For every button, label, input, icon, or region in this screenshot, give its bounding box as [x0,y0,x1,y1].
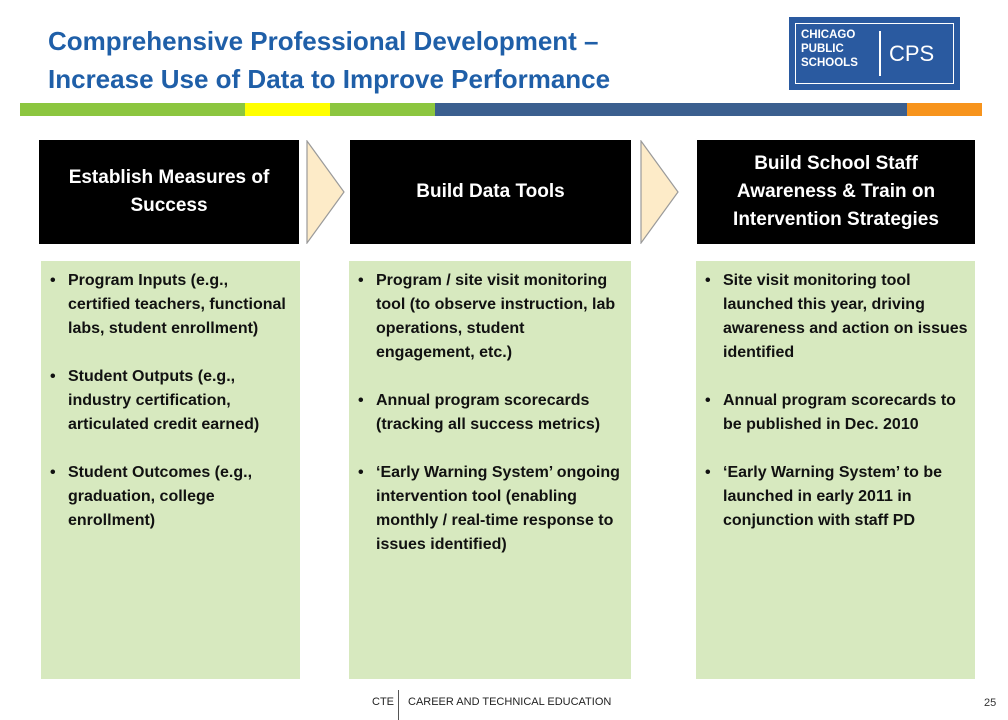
bullet-dot-icon: • [705,392,711,409]
bullet-dot-icon: • [50,368,56,385]
bullet-text: Annual program scorecards (tracking all success metrics) [376,392,601,433]
bullet-dot-icon: • [50,464,56,481]
column-header-1 [39,140,299,244]
rule-segment-2 [245,103,330,116]
logo-wordmark [801,28,858,70]
bullet-text: Site visit monitoring tool launched this year, driving awareness and action on issues identified [723,272,968,361]
footer-divider [398,690,399,720]
column-panel-1 [41,261,300,679]
rule-segment-3 [330,103,435,116]
bullet-text: Student Outputs (e.g., industry certification, articulated credit earned) [68,368,260,433]
bullet-item [354,461,621,557]
bullet-list-3 [701,269,969,533]
bullet-item [46,365,286,437]
page-number: 25 [984,697,997,709]
column-header-3-label: Build School Staff Awareness & Train on Intervention Strategies [733,153,939,230]
logo-line-1: CHICAGO [801,29,856,41]
chevron-arrow-1 [306,140,346,244]
logo-line-3: SCHOOLS [801,57,858,69]
bullet-dot-icon: • [705,464,711,481]
bullet-dot-icon: • [50,272,56,289]
title-line-2: Increase Use of Data to Improve Performance [48,64,611,94]
bullet-dot-icon: • [358,272,364,289]
bullet-text: Program Inputs (e.g., certified teachers, functional labs, student enrollment) [68,272,286,337]
logo-abbr: CPS [889,41,935,66]
column-header-2 [350,140,631,244]
column-panel-3 [696,261,975,679]
title-line-1: Comprehensive Professional Development – [48,26,599,56]
bullet-item [354,269,621,365]
rule-segment-1 [20,103,245,116]
bullet-item [701,269,969,365]
cps-logo [789,17,960,90]
bullet-dot-icon: • [358,464,364,481]
column-header-1-label: Establish Measures of Success [68,167,270,216]
bullet-list-2 [354,269,621,557]
chevron-arrow-2 [640,140,680,244]
rule-segment-4 [435,103,907,116]
bullet-text: ‘Early Warning System’ to be launched in early 2011 in conjunction with staff PD [723,464,943,529]
bullet-dot-icon: • [705,272,711,289]
bullet-text: Annual program scorecards to be published in Dec. 2010 [723,392,956,433]
bullet-item [701,389,969,437]
bullet-item [46,269,286,341]
rule-segment-5 [907,103,982,116]
bullet-text: ‘Early Warning System’ ongoing intervention tool (enabling monthly / real-time response to issues identified) [376,464,620,553]
bullet-item [46,461,286,533]
slide-title [48,22,768,98]
logo-line-2: PUBLIC [801,43,844,55]
column-panel-2 [349,261,631,679]
footer-cte: CTE [372,696,394,708]
bullet-item [701,461,969,533]
bullet-item [354,389,621,437]
bullet-text: Student Outcomes (e.g., graduation, college enrollment) [68,464,253,529]
bullet-list-1 [46,269,286,533]
logo-divider [879,31,881,76]
bullet-text: Program / site visit monitoring tool (to observe instruction, lab operations, student engagement, etc.) [376,272,616,361]
column-header-3 [697,140,975,244]
bullet-dot-icon: • [358,392,364,409]
footer-department: CAREER AND TECHNICAL EDUCATION [408,696,612,708]
column-header-2-label: Build Data Tools [416,181,565,202]
